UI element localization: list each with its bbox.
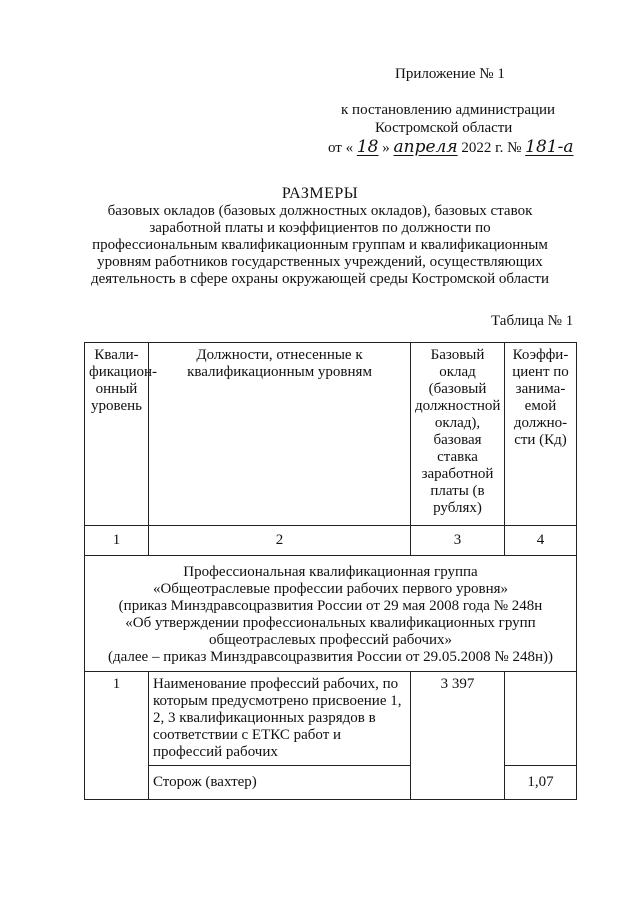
group-line: Профессиональная квалификационная группа [183,564,478,580]
date-mid: » [382,140,390,156]
appendix-title: Приложение № 1 [395,66,505,82]
group-header-row [85,556,577,672]
date-month: апреля [393,137,458,157]
group-header-cell [85,556,577,672]
doc-number: 181-а [525,137,574,157]
salary-table [84,342,577,800]
position-cell: Наименование профессий рабочих, по которым предусмотрено присвоение 1, 2, 3 квалификационных разрядов в соответствии с ЕТКС работ и профессий рабочих [149,672,411,766]
date-day: 18 [356,137,379,157]
date-prefix: от « [328,140,354,156]
appendix-date-line [328,137,573,157]
table-number-row [85,526,577,556]
salary-cell: 3 397 [411,672,505,800]
position-cell: Сторож (вахтер) [149,766,411,800]
table-header-row [85,343,577,526]
appendix-line-region: Костромской области [375,120,513,136]
level-cell: 1 [85,672,149,800]
column-number: 2 [149,526,411,556]
header-cell-level: Квали-фикацион-онный уровень [85,343,149,526]
column-number: 3 [411,526,505,556]
group-line: «Общеотраслевые профессии рабочих первого уровня» [152,581,509,597]
group-line: (приказ Минздравсоцразвития России от 29 мая 2008 года № 248н [118,598,543,614]
document-subtitle: базовых окладов (базовых должностных окладов), базовых ставок заработной платы и коэффициентов по должности по профессиональным квалификационным группам и квалификационным уровням работников государственных учреждений, осуществляющих деятельность в сфере охраны окружающей среды Костромской области [90,203,550,287]
group-line: (далее – приказ Минздравсоцразвития России от 29.05.2008 № 248н)) [107,649,553,665]
date-year: 2022 г. № [461,140,522,156]
header-cell-salary: Базовый оклад (базовый должностной оклад), базовая ставка заработной платы (в рублях) [411,343,505,526]
column-number: 4 [505,526,577,556]
coefficient-cell: 1,07 [505,766,577,800]
table-row [85,672,577,766]
header-cell-positions: Должности, отнесенные к квалификационным уровням [149,343,411,526]
group-line: общеотраслевых профессий рабочих» [208,632,453,648]
document-title: РАЗМЕРЫ [281,185,359,202]
column-number: 1 [85,526,149,556]
group-line: «Об утверждении профессиональных квалификационных групп [125,615,536,631]
table-label: Таблица № 1 [491,313,574,329]
appendix-line-resolution: к постановлению администрации [341,102,556,118]
header-cell-coefficient: Коэффи-циент по занима-емой должно-сти (Кд) [505,343,577,526]
coefficient-cell [505,672,577,766]
